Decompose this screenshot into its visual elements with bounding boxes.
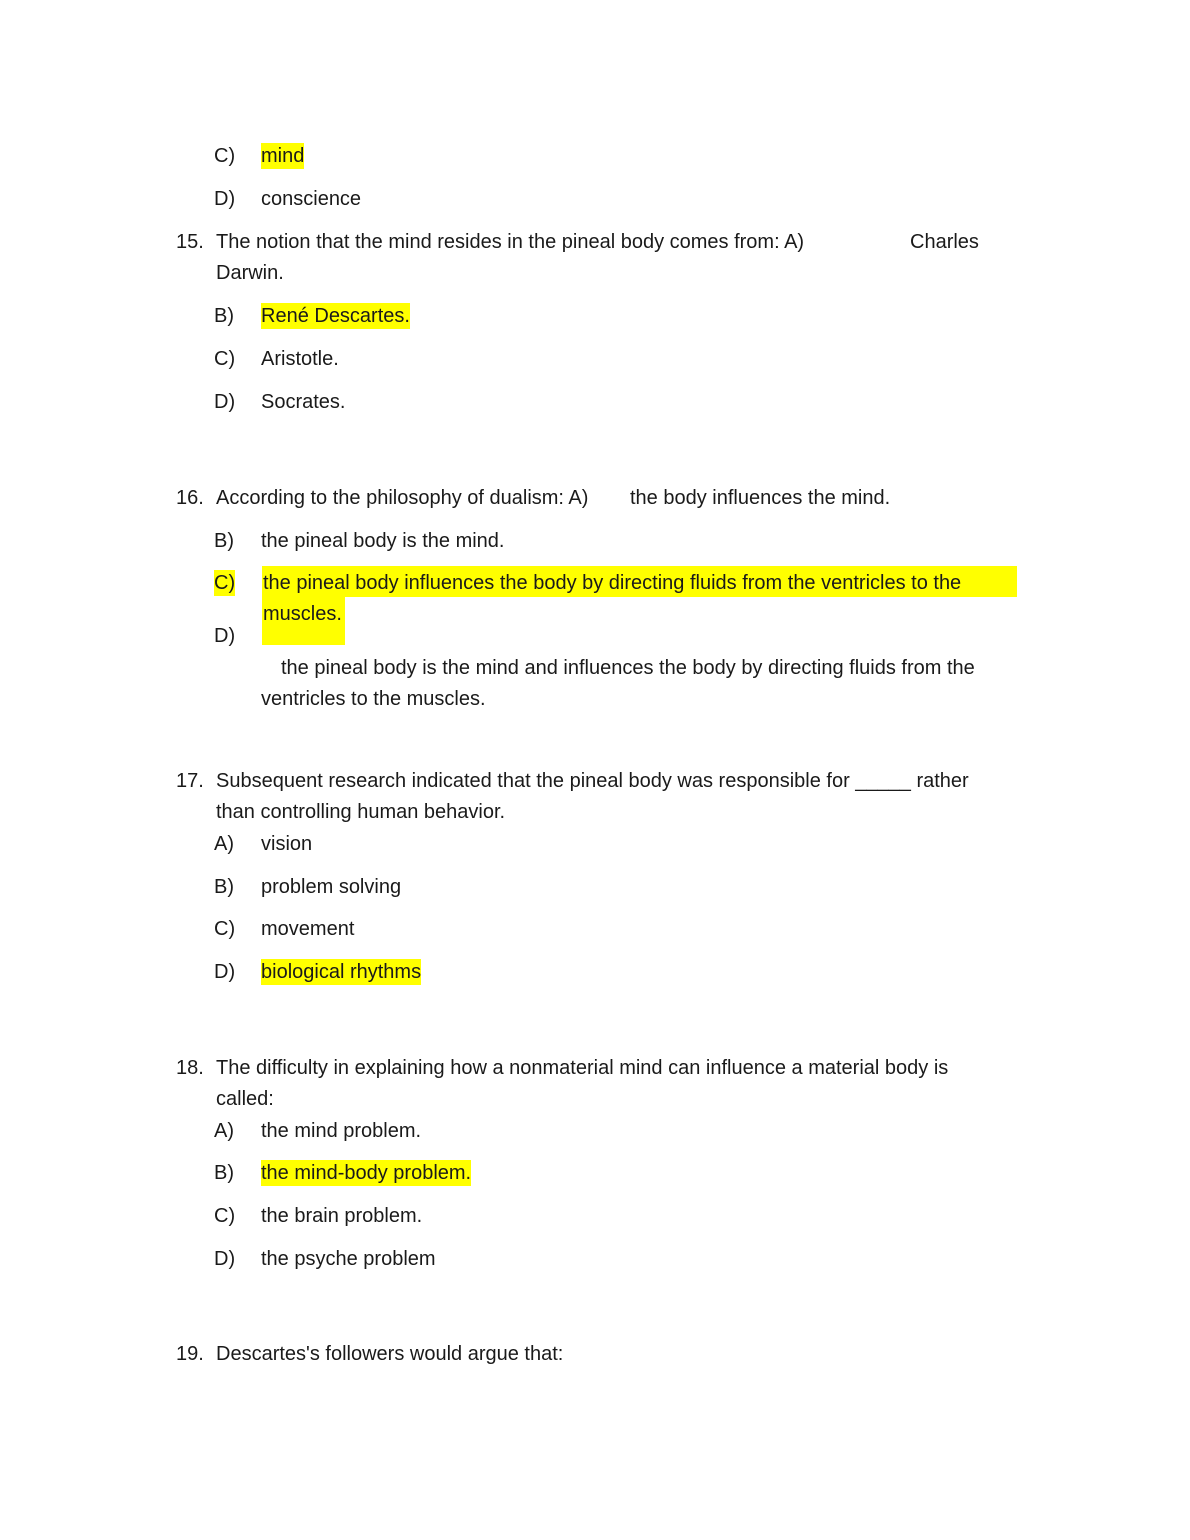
option-text: vision — [261, 833, 313, 855]
option-letter: C) — [214, 1205, 236, 1227]
question-stem-tail: Charles — [910, 231, 979, 253]
question-stem: Descartes's followers would argue that: — [216, 1343, 564, 1365]
option-letter: B) — [214, 876, 234, 898]
question-stem: The notion that the mind resides in the pineal body comes from: A) — [216, 231, 805, 253]
question-stem-line2: called: — [216, 1088, 274, 1110]
option-letter: A) — [214, 1120, 234, 1142]
option-text: the pineal body is the mind and influences the body by directing fluids from the — [281, 657, 975, 679]
question-stem-line2: than controlling human behavior. — [216, 801, 506, 823]
option-letter: A) — [214, 833, 234, 855]
option-text: the mind problem. — [261, 1120, 422, 1142]
answer-option-descartes: René Descartes. — [261, 305, 410, 327]
option-letter: B) — [214, 1162, 234, 1184]
option-text: conscience — [261, 188, 362, 210]
option-text: Aristotle. — [261, 348, 339, 370]
answer-option-biological-rhythms: biological rhythms — [261, 961, 422, 983]
option-letter: C) — [214, 918, 236, 940]
question-number: 17. — [176, 770, 204, 792]
option-letter: C) — [214, 145, 236, 167]
answer-option-mind-body-problem: the mind-body problem. — [261, 1162, 472, 1184]
question-number: 19. — [176, 1343, 204, 1365]
answer-option-text-line2: muscles. — [263, 603, 342, 625]
question-stem: The difficulty in explaining how a nonmaterial mind can influence a material body is — [216, 1057, 949, 1079]
answer-option-text: the pineal body influences the body by directing fluids from the ventricles to the — [263, 572, 962, 594]
question-number: 16. — [176, 487, 204, 509]
question-number: 18. — [176, 1057, 204, 1079]
option-letter: B) — [214, 305, 234, 327]
option-letter-highlighted: C) — [214, 572, 236, 594]
question-stem-line2: Darwin. — [216, 262, 284, 284]
option-text: the brain problem. — [261, 1205, 423, 1227]
question-stem: Subsequent research indicated that the pineal body was responsible for _____ rather — [216, 770, 969, 792]
question-stem-tail: the body influences the mind. — [630, 487, 891, 509]
option-letter: B) — [214, 530, 234, 552]
option-letter: D) — [214, 961, 236, 983]
option-text: problem solving — [261, 876, 402, 898]
option-letter: D) — [214, 188, 236, 210]
option-text: the psyche problem — [261, 1248, 436, 1270]
option-text: Socrates. — [261, 391, 346, 413]
option-text-line2: ventricles to the muscles. — [261, 688, 486, 710]
question-stem: According to the philosophy of dualism: A) — [216, 487, 589, 509]
option-text: the pineal body is the mind. — [261, 530, 505, 552]
option-letter: D) — [214, 1248, 236, 1270]
answer-option-mind: mind — [261, 145, 305, 167]
option-letter: D) — [214, 625, 236, 647]
question-number: 15. — [176, 231, 204, 253]
option-letter: D) — [214, 391, 236, 413]
option-letter: C) — [214, 348, 236, 370]
option-text: movement — [261, 918, 355, 940]
